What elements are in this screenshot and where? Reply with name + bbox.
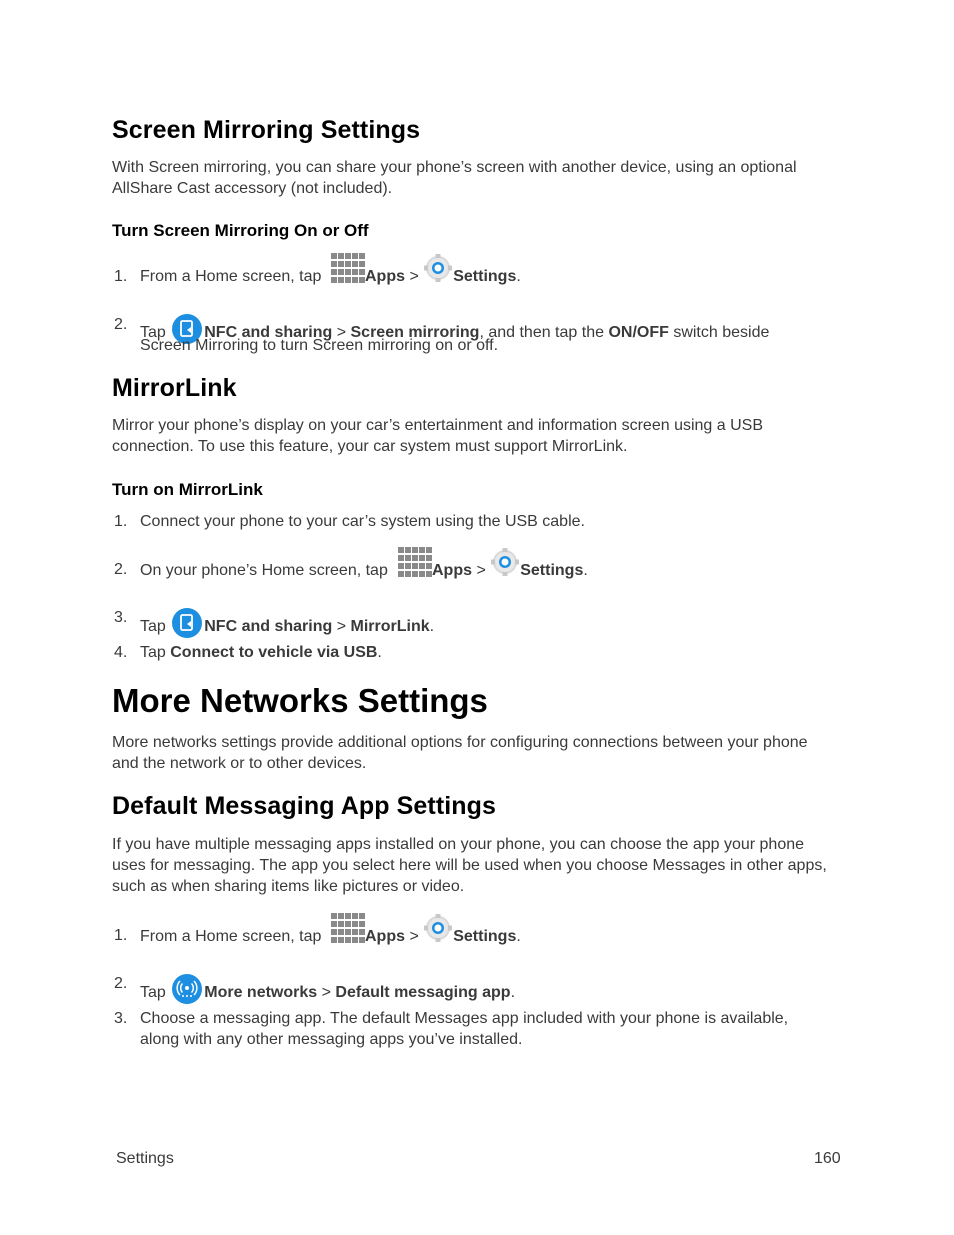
screen-mirroring-label: Screen mirroring (350, 324, 480, 341)
step-text (140, 642, 840, 663)
separator: > (472, 562, 491, 579)
intro-line: If you have multiple messaging apps installed on your phone, you can choose the app your phone (112, 836, 805, 853)
step-number: 2. (114, 975, 128, 992)
intro-line: Mirror your phone’s display on your car’s entertainment and information screen using a USB (112, 417, 763, 434)
mirrorlink-intro (112, 415, 847, 457)
separator: > (405, 928, 424, 945)
period: . (516, 928, 521, 945)
step-text (140, 1008, 840, 1050)
nfc-label: NFC and sharing (204, 324, 333, 341)
more-networks-icon (172, 974, 202, 1004)
step-text (140, 974, 840, 1003)
step-text-part: Tap (140, 324, 171, 341)
intro-line: such as when sharing items like pictures or video. (112, 878, 465, 895)
step-text-part: , and then tap the (479, 324, 609, 341)
apps-label: Apps (365, 928, 405, 945)
period: . (510, 984, 516, 1001)
step-text-line: Choose a messaging app. The default Messages app included with your phone is available, (140, 1010, 789, 1027)
more-networks-intro (112, 732, 847, 774)
settings-gear-icon (423, 253, 453, 283)
intro-line: and the network or to other devices. (112, 755, 367, 772)
apps-label: Apps (432, 562, 472, 579)
turn-on-mirrorlink-subheading: Turn on MirrorLink (112, 480, 263, 499)
intro-line: uses for messaging. The app you select here will be used when you choose Messages in other apps, (112, 857, 827, 874)
more-networks-label: More networks (204, 984, 318, 1001)
intro-line: With Screen mirroring, you can share your phone’s screen with another device, using an optional (112, 159, 797, 176)
step-text-part: On your phone’s Home screen, tap (140, 562, 388, 579)
settings-label: Settings (453, 928, 517, 945)
step-text: Connect your phone to your car’s system using the USB cable. (140, 513, 585, 530)
default-messaging-heading: Default Messaging App Settings (112, 792, 497, 820)
period: . (516, 268, 521, 285)
settings-label: Settings (453, 268, 517, 285)
settings-gear-icon (423, 913, 453, 943)
apps-label: Apps (365, 268, 405, 285)
default-messaging-intro (112, 834, 847, 897)
step-icons-row (329, 253, 521, 288)
onoff-label: ON/OFF (608, 324, 669, 341)
step-text-line: along with any other messaging apps you’ve installed. (140, 1031, 523, 1048)
step-icons-row (396, 547, 588, 582)
step-text-part: Tap (140, 644, 171, 661)
step-text-part: From a Home screen, tap (140, 928, 322, 945)
separator: > (332, 324, 351, 341)
intro-line: More networks settings provide additional options for configuring connections between your phone (112, 734, 808, 751)
settings-gear-icon (490, 547, 520, 577)
separator: > (317, 984, 336, 1001)
step-number: 1. (114, 927, 128, 944)
nfc-label: NFC and sharing (204, 618, 333, 635)
screen-mirroring-heading: Screen Mirroring Settings (112, 116, 421, 144)
screen-mirroring-intro (112, 157, 847, 199)
step-icons-row (329, 913, 521, 948)
period: . (429, 618, 435, 635)
step-number: 4. (114, 644, 128, 661)
intro-line: connection. To use this feature, your car system must support MirrorLink. (112, 438, 628, 455)
period: . (583, 562, 588, 579)
connect-usb-label: Connect to vehicle via USB (170, 644, 378, 661)
default-messaging-label: Default messaging app (335, 984, 511, 1001)
footer-section-name: Settings (116, 1150, 174, 1167)
settings-label: Settings (520, 562, 584, 579)
turn-mirroring-subheading: Turn Screen Mirroring On or Off (112, 221, 369, 240)
step-number: 3. (114, 1010, 128, 1027)
nfc-sharing-icon (172, 608, 202, 638)
step-text (140, 608, 840, 637)
step-text-continued: Screen Mirroring to turn Screen mirroring on or off. (140, 337, 499, 354)
step-text-part: Tap (140, 984, 171, 1001)
step-number: 2. (114, 316, 128, 333)
apps-grid-icon (398, 547, 432, 577)
separator: > (332, 618, 351, 635)
apps-grid-icon (331, 913, 365, 943)
intro-line: AllShare Cast accessory (not included). (112, 180, 393, 197)
step-number: 3. (114, 609, 128, 626)
step-text-part: From a Home screen, tap (140, 268, 322, 285)
more-networks-heading: More Networks Settings (112, 682, 488, 719)
period: . (377, 644, 382, 661)
mirrorlink-heading: MirrorLink (112, 374, 237, 402)
footer-page-number: 160 (814, 1150, 841, 1167)
step-text-part: Tap (140, 618, 171, 635)
step-number: 1. (114, 268, 128, 285)
mirrorlink-label: MirrorLink (350, 618, 430, 635)
separator: > (405, 268, 424, 285)
step-text-part: switch beside (668, 324, 770, 341)
step-number: 1. (114, 513, 128, 530)
apps-grid-icon (331, 253, 365, 283)
step-number: 2. (114, 561, 128, 578)
